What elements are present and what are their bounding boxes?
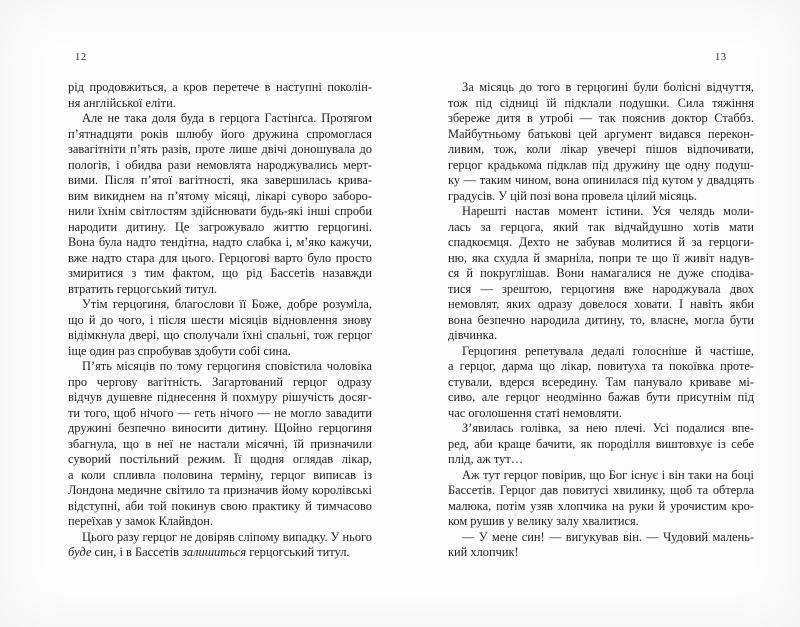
text-line: переїхав у замок Клайвдон. <box>68 514 213 528</box>
text-line: пологів, і обидва рази немовлята народжувались мерт- <box>68 157 372 172</box>
text-line: спадкоємця. Дехто не забував молитися й за герцоги- <box>448 235 754 249</box>
text-line: ти того, щоб нічого — геть нічого — не могло завадити <box>68 405 372 420</box>
text-line: Утім герцогиня, благослови її Боже, добре розуміла, <box>82 297 372 311</box>
text-line: За місяць до того в герцогині були болісні відчуття, <box>462 80 754 94</box>
text-line: а коли спливла половина терміну, герцог виписав із <box>68 467 372 482</box>
text-line: ред, аби краще бачити, як породілля виштовхує із себе <box>448 436 754 451</box>
text-line: втратить герцогський титул. <box>68 281 217 296</box>
text-line: час оголошення статі немовляти. <box>448 405 622 420</box>
text-line: відступні, аби той покинув свою практику й тимчасово <box>68 498 372 513</box>
text-line: відчув душевне піднесення й похмуру рішучість досяг- <box>68 390 372 404</box>
text-line: дівчинка. <box>448 328 498 342</box>
text-line: Нарешті настав момент істини. Уся челядь моли- <box>462 204 754 218</box>
text-line: збереже дитя в утробі — так пояснив доктор Стаббз. <box>448 111 754 125</box>
text-line: змиритися з тим фактом, що рід Бассетів назавжди <box>68 266 372 280</box>
text-line: — У мене син! — вигукував він. — Чудовий малень- <box>462 529 754 544</box>
text-line: З’явилась голівка, за нею плечі. Усі подалися впе- <box>462 421 754 435</box>
text-line: а герцог, дарма що лікар, повитуха та покоївка проте- <box>448 359 754 373</box>
text-line: вона безпечно народила дитину, то, власне, могла бути <box>448 312 754 327</box>
page-number-right: 13 <box>715 52 727 63</box>
text-line: рід продовжиться, а кров перетече в наступні поколін- <box>68 80 372 94</box>
text-line: збагнула, що в неї не настали місячні, їй призначили <box>68 436 372 451</box>
text-line: завагітніти п’ять разів, проте лише двічі доношувала до <box>68 142 372 156</box>
text-line: кий хлопчик! <box>448 545 519 559</box>
text-line: що й до чого, і після шести місяців відновлення знову <box>68 312 372 327</box>
text-line: нили їхнім світлостям здійснювати будь-які інші спроби <box>68 204 372 218</box>
text-line: стували, вдерся всередину. Там панувало криваве мі- <box>448 374 754 389</box>
text-line: градусів. У цій позі вона провела цілий місяць. <box>448 188 697 203</box>
text-line: Бассетів. Герцог дав повитусі хвилинку, щоб та обтерла <box>448 483 754 497</box>
text-line: малюка, потім узяв хлопчика на руки й урочистим кро- <box>448 498 754 513</box>
text-line: про чергову вагітність. Загартований герцог одразу <box>68 374 372 389</box>
text-line: Герцогиня репетувала дедалі голосніше й частіше, <box>462 343 754 358</box>
page-number-left: 12 <box>75 52 87 63</box>
text-line: П’ять місяців по тому герцогиня сповістила чоловіка <box>82 359 372 373</box>
text-line: ня англійської еліти. <box>68 95 176 110</box>
text-line: Але не така доля буда в герцога Гастінґса. Протягом <box>82 111 372 125</box>
page-text-right <box>448 80 754 561</box>
text-line: п’ятнадцяти років шлюбу його дружина спромоглася <box>68 126 372 141</box>
text-line: дружині безпечно виносити дитину. Щойно герцогиня <box>68 421 372 435</box>
text-line: вим викиднем на п’ятому місяці, лікарі суворо заборо- <box>68 188 372 203</box>
text-line: ку — таким чином, вона опинилася під кутом у двадцять <box>448 173 754 187</box>
page-text-left <box>68 80 372 561</box>
text-line: Вона була надто тендітна, надто слабка і, м’яко кажучи, <box>68 235 372 249</box>
text-line: тож під сідниці їй підклали подушки. Сила тяжіння <box>448 95 754 110</box>
text-line: герцог крадькома підклав під дружину ще одну подуш- <box>448 157 754 172</box>
text-line: Аж тут герцог повірив, що Бог існує і він таки на боці <box>462 467 754 482</box>
text-line: суворий постільний режим. Її щодня оглядав лікар, <box>68 452 372 466</box>
text-line: відімкнула двері, що сполучали їхні спальні, тож герцог <box>68 328 372 342</box>
text-line: Лондона медичне світило та призначив йому королівські <box>68 483 372 497</box>
text-line: вими. Після п’ятої вагітності, яка завершилась крива- <box>68 173 372 187</box>
text-line: Майбутньому батькові цей аргумент видався перекон- <box>448 126 754 141</box>
text-line: вже надто стара для цього. Герцогові варто було просто <box>68 250 372 265</box>
text-line: лась за герцога, який так відчайдушно хотів мати <box>448 219 754 234</box>
text-line: ню, яка схудла й змарніла, попри те що її живіт надув- <box>448 250 754 265</box>
text-line: буде син, і в Бассетів залишиться герцогський титул. <box>68 545 350 559</box>
text-line: сиво, але герцог неодмінно бажав бути присутнім під <box>448 390 754 404</box>
text-line: немовлят, яких одразу довелося ховати. І навіть якби <box>448 297 754 311</box>
text-line: іще один раз спробував здобути собі сина. <box>68 343 291 358</box>
text-line: ся й покруглішав. Вони намагалися не дуже сподіва- <box>448 266 754 280</box>
text-line: ком рушив у велику залу хвалитися. <box>448 514 639 528</box>
text-line: плід, аж тут… <box>448 452 524 466</box>
text-line: ливим, тож, коли лікар увечері пішов відпочивати, <box>448 142 754 156</box>
page-right[interactable] <box>400 0 800 627</box>
text-line: народити дитину. Це загрожувало життю герцогині. <box>68 219 372 234</box>
text-line: Цього разу герцог не довіряв сліпому випадку. У нього <box>81 529 373 544</box>
text-line: тися — зрештою, герцогиня вже народжувала двох <box>448 281 754 296</box>
